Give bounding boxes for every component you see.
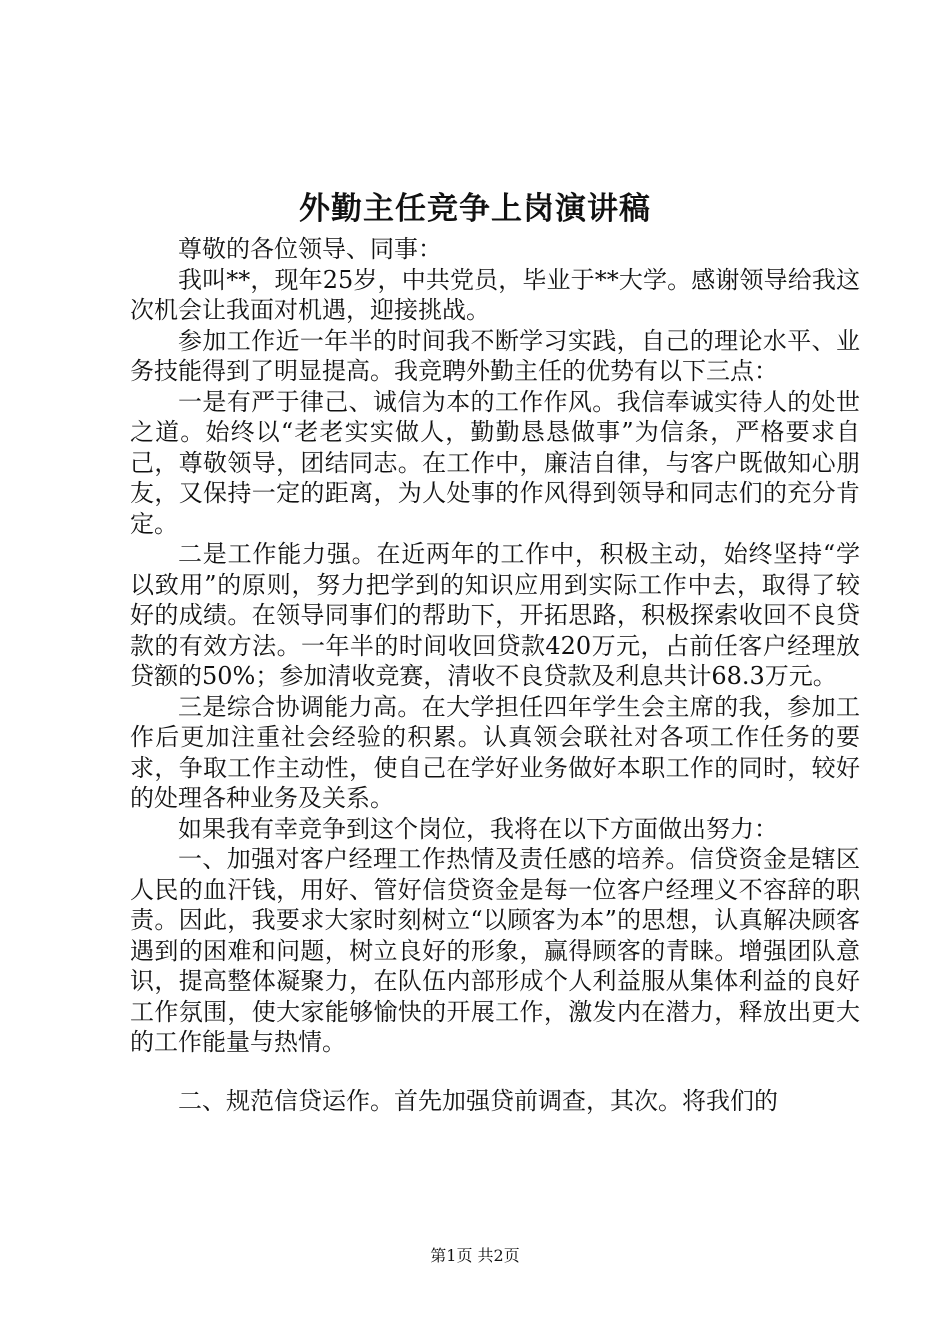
effort-intro-paragraph: 如果我有幸竞争到这个岗位，我将在以下方面做出努力： — [178, 814, 778, 843]
advantage-three-paragraph: 三是综合协调能力高。在大学担任四年学生会主席的我，参加工作后更加注重社会经验的积累。认真领会联社对各项工作任务的要求，争取工作主动性，使自己在学好业务做好本职工作的同时，较好的处理各种业务及关系。 — [130, 692, 860, 812]
effort-one-paragraph: 一、加强对客户经理工作热情及责任感的培养。信贷资金是辖区人民的血汗钱，用好、管好信贷资金是每一位客户经理义不容辞的职责。因此，我要求大家时刻树立“以顾客为本”的思想，认真解决顾客遇到的困难和问题，树立良好的形象，赢得顾客的青睐。增强团队意识，提高整体凝聚力，在队伍内部形成个人利益服从集体利益的良好工作氛围，使大家能够愉快的开展工作，激发内在潜力，释放出更大的工作能量与热情。 — [130, 845, 860, 1056]
document-body — [130, 234, 860, 1116]
advantage-one-paragraph: 一是有严于律己、诚信为本的工作作风。我信奉诚实待人的处世之道。始终以“老老实实做人，勤勤恳恳做事”为信条，严格要求自己，尊敬领导，团结同志。在工作中，廉洁自律，与客户既做知心朋友，又保持一定的距离，为人处事的作风得到领导和同志们的充分肯定。 — [130, 387, 860, 538]
page-footer: 第1页 共2页 — [430, 1246, 520, 1265]
advantage-two-paragraph: 二是工作能力强。在近两年的工作中，积极主动，始终坚持“学以致用”的原则，努力把学到的知识应用到实际工作中去，取得了较好的成绩。在领导同事们的帮助下，开拓思路，积极探索收回不良贷款的有效方法。一年半的时间收回贷款420万元，占前任客户经理放贷额的50%；参加清收竞赛，清收不良贷款及利息共计68.3万元。 — [130, 540, 860, 690]
effort-two-paragraph: 二、规范信贷运作。首先加强贷前调查，其次。将我们的 — [178, 1086, 778, 1115]
salutation-paragraph: 尊敬的各位领导、同事： — [178, 235, 442, 263]
document-title: 外勤主任竞争上岗演讲稿 — [299, 191, 651, 227]
advantages-intro-paragraph: 参加工作近一年半的时间我不断学习实践，自己的理论水平、业务技能得到了明显提高。我竞聘外勤主任的优势有以下三点： — [130, 326, 860, 385]
intro-paragraph: 我叫**，现年25岁，中共党员，毕业于**大学。感谢领导给我这次机会让我面对机遇，迎接挑战。 — [130, 265, 860, 324]
